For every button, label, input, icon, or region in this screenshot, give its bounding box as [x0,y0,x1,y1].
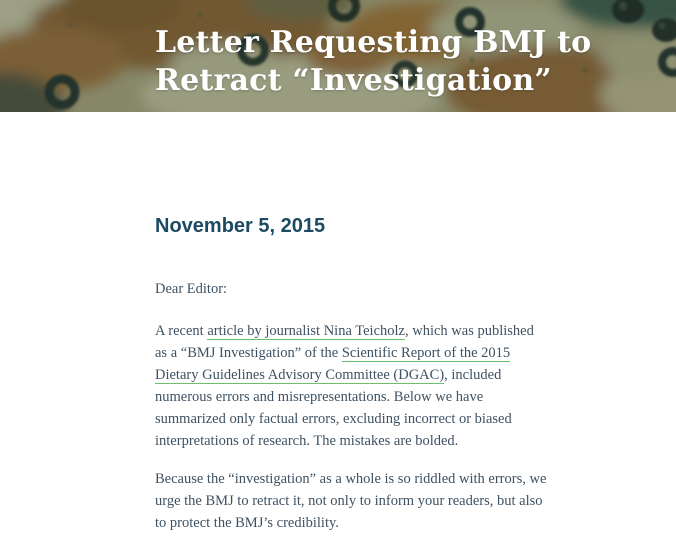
paragraph-text: A recent [155,323,208,339]
paragraph-text: , which was published as a “BMJ Investigation” of the [155,323,534,361]
link-dgac-scientific-report[interactable]: Scientific Report of the 2015 Dietary Guidelines Advisory Committee (DGAC) [155,345,511,383]
salutation: Dear Editor: [155,281,228,297]
post-date: November 5, 2015 [155,215,326,237]
paragraph-1 [155,320,547,452]
post-content [155,216,547,534]
hero-banner [0,0,676,112]
paragraph-text: , included numerous errors and misrepresentations. Below we have summarized only factual errors, excluding incorrect or biased interpretations of research. The mistakes are bolded. [155,367,512,449]
paragraph-2: Because the “investigation” as a whole is so riddled with errors, we urge the BMJ to retract it, not only to inform your readers, but also to protect the BMJ’s credibility. [155,471,547,531]
link-nina-teicholz-article[interactable]: article by journalist Nina Teicholz [207,323,405,339]
post-title: Letter Requesting BMJ to Retract “Investigation” [155,25,592,98]
